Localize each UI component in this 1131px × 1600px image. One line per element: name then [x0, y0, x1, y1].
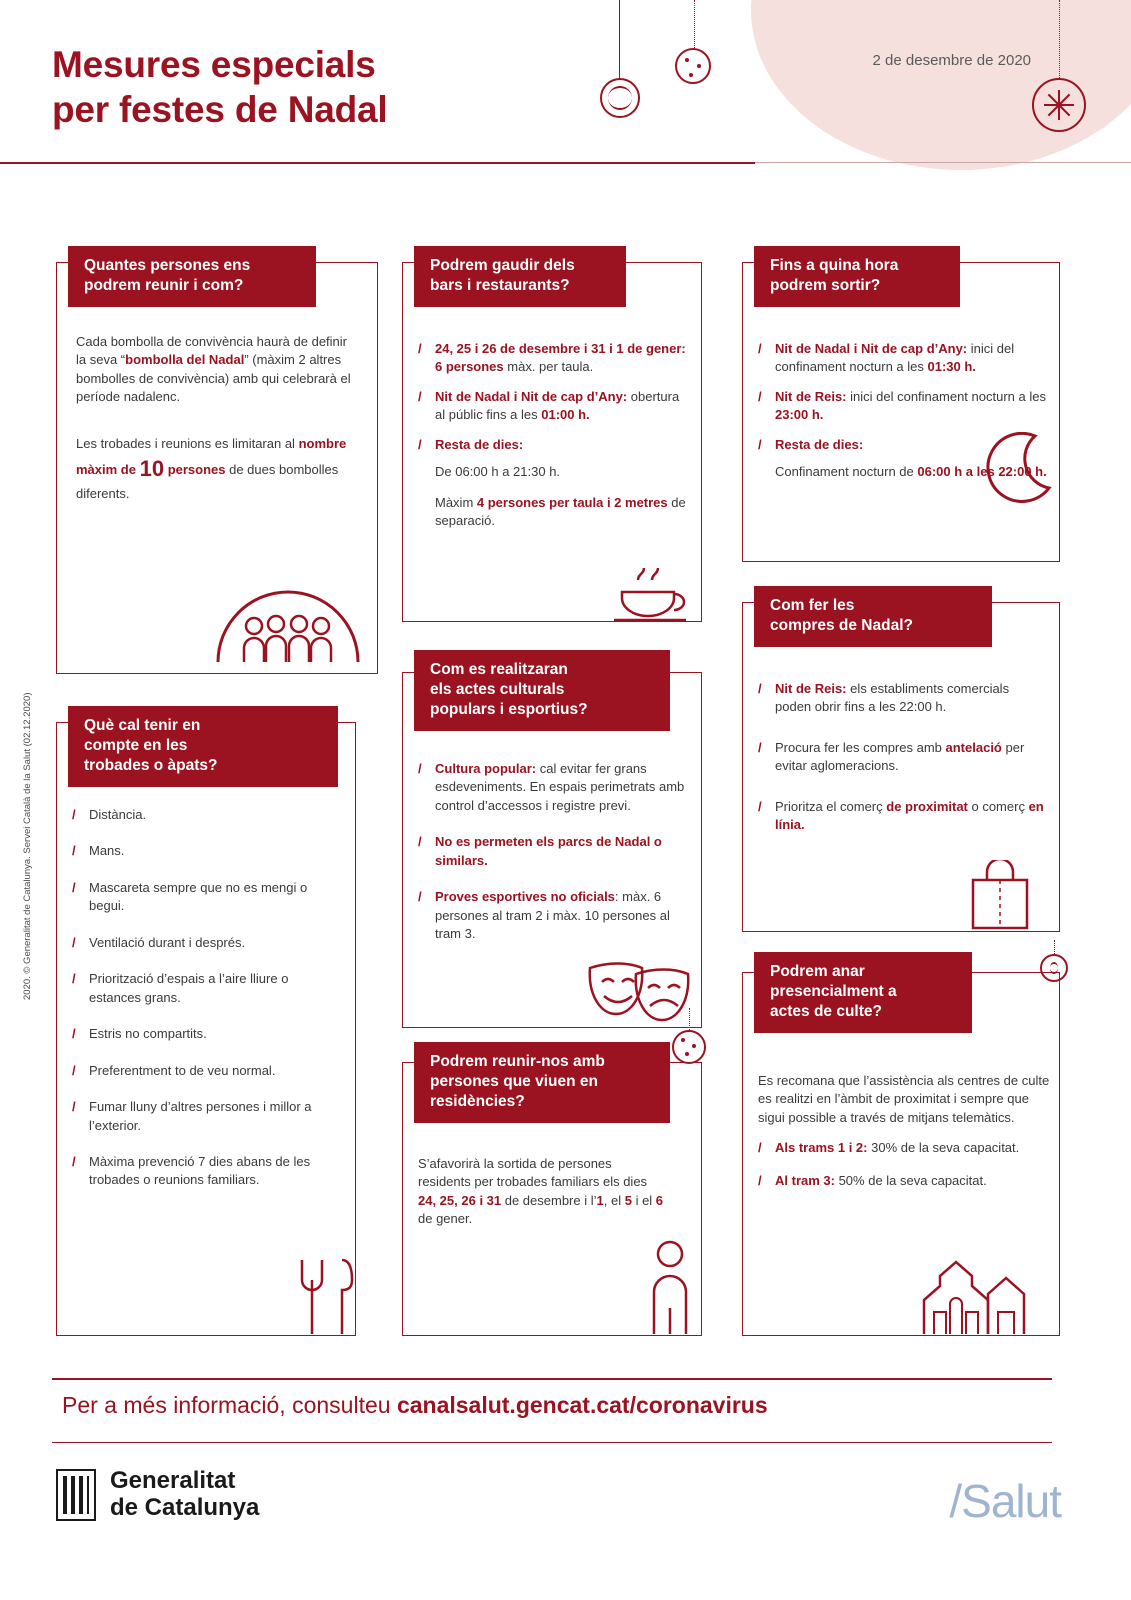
- list-item: [758, 798, 1048, 835]
- bars-item2-bold: Resta de dies:: [435, 436, 524, 452]
- bars-max-bold: 4 persones per taula i 2 metres: [476, 494, 668, 510]
- trobades-item-0: Distància.: [89, 807, 147, 822]
- card-residencies-title-line2: persones que viuen en: [430, 1073, 598, 1091]
- footer-divider-top: [52, 1378, 1052, 1380]
- bars-resta-hours: De 06:00 h a 21:30 h.: [435, 464, 561, 480]
- list-item: [72, 1098, 344, 1135]
- generalitat-mark-icon: [56, 1469, 96, 1521]
- culte-paragraph: Es recomana que l’assistència als centres de culte es realitzi en l’àmbit de proximitat i sempre que sigui possible a través de mitjans telemàtics.: [758, 1073, 1050, 1125]
- church-building-icon: [918, 1252, 1048, 1336]
- card-culte-title-line3: actes de culte?: [770, 1003, 882, 1021]
- horari-item0-bold: Nit de Nadal i Nit de cap d’Any:: [775, 341, 968, 356]
- bars-item1-bold2: 01:00 h.: [541, 407, 590, 423]
- reunions-p1-c: ” (màxim 2 altres bombolles de convivència) amb qui celebrarà el període nadalenc.: [76, 352, 351, 405]
- page-title: [52, 42, 388, 132]
- compres-item1-rest2: per evitar aglomeracions.: [775, 739, 1025, 774]
- card-reunions-title-line2: podrem reunir i com?: [84, 277, 244, 295]
- card-trobades-title-line3: trobades o àpats?: [84, 757, 218, 775]
- card-bars-list: [418, 340, 690, 454]
- horari-item1-bold2: 23:00 h.: [775, 407, 824, 423]
- page-title-line2: per festes de Nadal: [52, 89, 388, 131]
- card-residencies-title: [414, 1042, 670, 1123]
- compres-item0-bold: Nit de Reis:: [775, 681, 847, 696]
- reunions-p1-a: Cada bombolla de convivència haurà de definir la seva “: [76, 334, 348, 368]
- moon-icon: [985, 432, 1055, 504]
- more-info-url[interactable]: canalsalut.gencat.cat/coronavirus: [396, 1392, 768, 1418]
- bars-max-a: Màxim: [435, 494, 477, 510]
- bars-max-line: [435, 494, 690, 531]
- list-item: [758, 388, 1048, 425]
- card-culte-title-line1: Podrem anar: [770, 963, 865, 980]
- culte-item0-rest: 30% de la seva capacitat.: [867, 1140, 1020, 1156]
- card-reunions-title: [68, 246, 316, 307]
- bars-item0-bold: 24, 25 i 26 de desembre i 31 i 1 de gener: 6 persones: [435, 341, 686, 375]
- list-item: [72, 970, 344, 1007]
- bars-item0-rest: màx. per taula.: [503, 359, 594, 375]
- card-culturals-title-line2: els actes culturals: [430, 681, 565, 699]
- bars-max-c: de separació.: [435, 494, 686, 529]
- card-residencies-title-line3: residències?: [430, 1093, 525, 1111]
- card-horari-title-line2: podrem sortir?: [770, 277, 881, 295]
- header-divider-right: [755, 162, 1131, 163]
- list-item: [758, 680, 1048, 717]
- generalitat-line1: Generalitat: [110, 1467, 236, 1494]
- card-compres-title: [754, 586, 992, 647]
- page-header: [0, 0, 1131, 165]
- horari-item1-rest: inici del confinament nocturn a les: [846, 388, 1046, 404]
- residencies-p-c: de desembre i l’: [501, 1192, 597, 1208]
- card-culte-list: [758, 1139, 1054, 1190]
- reunions-p2-d: de dues bombolles diferents.: [76, 462, 339, 501]
- card-trobades-title-line1: Què cal tenir en: [84, 717, 201, 734]
- residencies-p-d: 1: [596, 1192, 604, 1208]
- card-trobades-title: [68, 706, 338, 787]
- culte-item1-bold: Al tram 3:: [775, 1172, 835, 1188]
- card-culte-title: [754, 952, 972, 1033]
- cutlery-icon: [292, 1256, 356, 1336]
- compres-item1-rest: Procura fer les compres amb: [775, 739, 946, 755]
- card-reunions-paragraph-2: [76, 435, 360, 503]
- shopping-bag-icon: [965, 860, 1035, 932]
- compres-item1-bold: antelació: [945, 739, 1002, 755]
- list-item: [418, 833, 690, 870]
- card-compres-title-line1: Com fer les: [770, 597, 855, 614]
- list-item: [72, 1062, 344, 1080]
- reunions-p2-persones: persones: [164, 462, 226, 478]
- reunions-p2-a: Les trobades i reunions es limitaran al: [76, 435, 299, 451]
- card-reunions-paragraph-1: [76, 333, 360, 407]
- publication-date: 2 de desembre de 2020: [872, 52, 1031, 69]
- trobades-item-3: Ventilació durant i després.: [89, 934, 246, 950]
- horari-item0-bold2: 01:30 h.: [927, 359, 976, 375]
- trobades-item-4: Priorització d’espais a l’aire lliure o estances grans.: [89, 971, 289, 1005]
- footer-divider-bottom: [52, 1442, 1052, 1443]
- trobades-item-6: Preferentment to de veu normal.: [89, 1062, 276, 1078]
- residencies-p-f: 5: [624, 1192, 632, 1208]
- reunions-max-number: 10: [139, 456, 165, 482]
- bars-item1-bold: Nit de Nadal i Nit de cap d’Any:: [435, 388, 628, 404]
- compres-item2-rest2: o comerç: [967, 798, 1029, 814]
- card-bars-title: [414, 246, 626, 307]
- person-icon: [648, 1238, 708, 1336]
- horari-item0-rest: inici del confinament nocturn a les: [775, 341, 1015, 375]
- culturals-item2-rest: : màx. 6 persones al tram 2 i màx. 10 persones al tram 3.: [435, 889, 670, 942]
- residencies-p-e: , el: [603, 1192, 625, 1208]
- trobades-item-7: Fumar lluny d’altres persones i millor a l’exterior.: [89, 1099, 312, 1133]
- culte-item0-bold: Als trams 1 i 2:: [775, 1140, 868, 1156]
- card-compres-list: [758, 680, 1048, 835]
- residencies-paragraph: [418, 1155, 668, 1229]
- list-item: [418, 760, 690, 815]
- horari-resta-bold: 06:00 h a les 22:00 h.: [917, 464, 1047, 480]
- card-culturals-title: [414, 650, 670, 731]
- trobades-item-8: Màxima prevenció 7 dies abans de les trobades o reunions familiars.: [89, 1153, 311, 1188]
- list-item: [758, 739, 1048, 776]
- compres-item2-rest: Prioritza el comerç: [775, 798, 887, 814]
- culturals-item1-bold: No es permeten els parcs de Nadal o similars.: [435, 834, 662, 868]
- residencies-p-g: i el: [631, 1192, 656, 1208]
- card-reunions-title-line1: Quantes persones ens: [84, 257, 251, 274]
- trobades-item-2: Mascareta sempre que no es mengi o begui.: [89, 879, 308, 914]
- culturals-item0-bold: Cultura popular:: [435, 761, 537, 776]
- page-title-line1: Mesures especials: [52, 44, 376, 85]
- residencies-p-dates: 24, 25, 26 i 31: [418, 1192, 502, 1208]
- card-culturals-list: [418, 760, 690, 944]
- generalitat-text: [110, 1468, 259, 1522]
- residencies-p-h: 6: [655, 1192, 664, 1208]
- horari-item1-bold: Nit de Reis:: [775, 388, 847, 404]
- coffee-cup-icon: [608, 568, 698, 624]
- card-trobades-title-line2: compte en les: [84, 737, 188, 755]
- card-culturals-body: [418, 760, 690, 955]
- card-bars-title-line2: bars i restaurants?: [430, 277, 570, 295]
- culturals-item2-bold: Proves esportives no oficials: [435, 889, 615, 905]
- list-item: [72, 806, 344, 824]
- list-item: [418, 340, 690, 377]
- list-item: [758, 340, 1048, 377]
- card-horari-title-line1: Fins a quina hora: [770, 257, 899, 274]
- horari-resta-a: Confinament nocturn de: [775, 464, 918, 480]
- compres-item2-bold: de proximitat: [886, 798, 968, 814]
- bars-item1-rest: obertura al públic fins a les: [435, 388, 680, 423]
- salut-brand: /Salut: [949, 1475, 1061, 1527]
- more-info-text: [62, 1392, 768, 1419]
- theatre-masks-icon: [584, 960, 694, 1030]
- card-culte-body: [758, 1072, 1054, 1201]
- card-culte-title-line2: presencialment a: [770, 983, 897, 1001]
- card-trobades-body: [72, 806, 344, 1201]
- list-item: [418, 388, 690, 425]
- list-item: [418, 436, 690, 454]
- card-trobades-list: [72, 806, 344, 1190]
- culte-item1-rest: 50% de la seva capacitat.: [834, 1172, 987, 1188]
- culturals-item0-rest: cal evitar fer grans esdeveniments. En espais perimetrats amb control d’accessos i registre previ.: [435, 761, 685, 813]
- generalitat-line2: de Catalunya: [110, 1493, 260, 1521]
- list-item: [418, 888, 690, 943]
- trobades-item-5: Estris no compartits.: [89, 1026, 207, 1042]
- generalitat-logo: [56, 1468, 259, 1522]
- card-culturals-title-line1: Com es realitzaran: [430, 661, 568, 678]
- copyright-credit: 2020. © Generalitat de Catalunya. Servei Català de la Salut (02.12.2020): [22, 692, 33, 1000]
- list-item: [72, 842, 344, 860]
- list-item: [72, 934, 344, 952]
- card-residencies-body: [418, 1155, 668, 1241]
- card-residencies-title-line1: Podrem reunir-nos amb: [430, 1053, 605, 1070]
- list-item: [72, 879, 344, 916]
- horari-item2-bold: Resta de dies:: [775, 436, 864, 452]
- card-bars-title-line1: Podrem gaudir dels: [430, 257, 575, 274]
- compres-item0-rest: els establiments comercials poden obrir fins a les 22:00 h.: [775, 681, 1010, 715]
- card-compres-title-line2: compres de Nadal?: [770, 617, 913, 635]
- compres-item2-bold2: en línia.: [775, 798, 1044, 833]
- card-bars-body: [418, 340, 690, 531]
- card-reunions-body: [76, 333, 360, 515]
- residencies-p-i: de gener.: [418, 1211, 473, 1227]
- card-horari-title: [754, 246, 960, 307]
- trobades-item-1: Mans.: [89, 843, 125, 859]
- reunions-p1-bold: bombolla del Nadal: [125, 352, 245, 368]
- more-info-prefix: Per a més informació, consulteu: [62, 1392, 397, 1418]
- residencies-p-a: S’afavorirà la sortida de persones residents per trobades familiars els dies: [418, 1156, 648, 1190]
- header-divider: [0, 162, 755, 164]
- card-culturals-title-line3: populars i esportius?: [430, 701, 588, 719]
- list-item: [72, 1025, 344, 1043]
- card-compres-body: [758, 680, 1048, 846]
- people-group-icon: [212, 586, 364, 664]
- reunions-p2-bold: nombre màxim de: [76, 435, 347, 478]
- list-item: [758, 1172, 1054, 1190]
- list-item: [72, 1153, 344, 1190]
- list-item: [758, 1139, 1054, 1157]
